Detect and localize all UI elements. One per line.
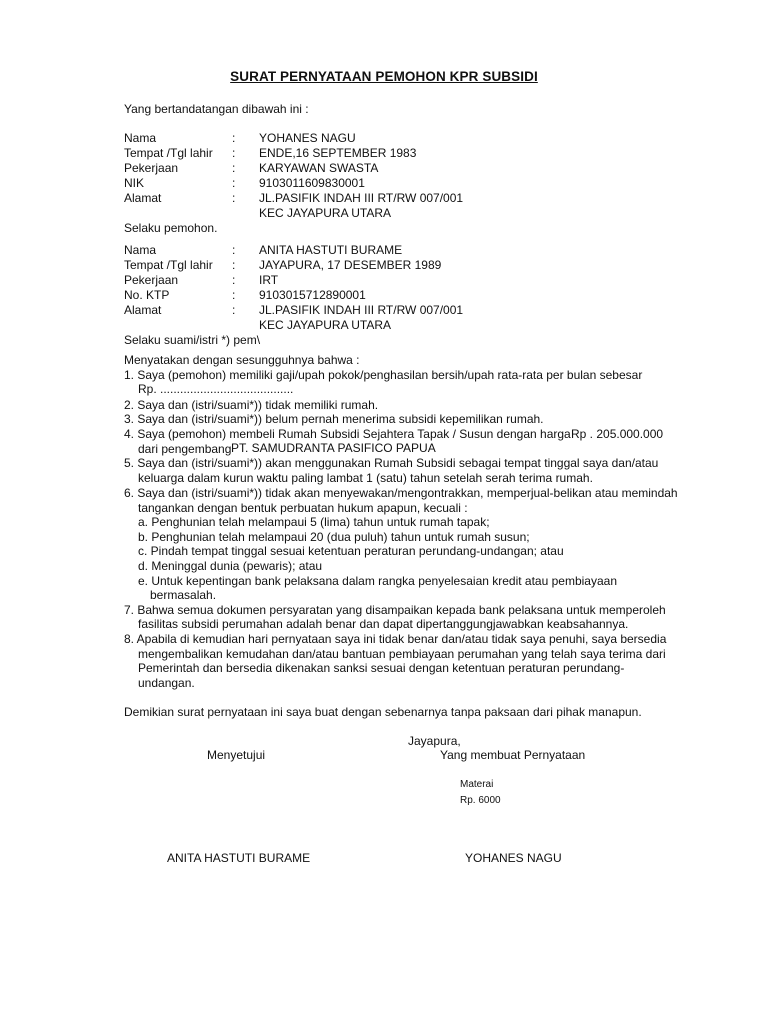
statement-7-cont: fasilitas subsidi perumahan adalah benar dan dapat dipertanggungjawabkan keabsahannya. (138, 617, 629, 631)
statement-2: 2. Saya dan (istri/suami*)) tidak memiliki rumah. (124, 398, 379, 412)
applicant-address-label: Alamat (124, 191, 162, 205)
stamp-value: Rp. 6000 (460, 795, 501, 806)
statement-8-cont3: undangan. (138, 676, 195, 690)
applicant-role: Selaku pemohon. (124, 221, 218, 235)
applicant-job-value: KARYAWAN SWASTA (259, 161, 379, 175)
applicant-nik-label: NIK (124, 176, 145, 190)
colon: : (232, 131, 236, 145)
statement-6d: d. Meninggal dunia (pewaris); atau (138, 559, 323, 573)
right-signer-name: YOHANES NAGU (465, 851, 562, 865)
spouse-address-label: Alamat (124, 303, 162, 317)
statement-intro: Menyatakan dengan sesungguhnya bahwa : (124, 353, 360, 367)
applicant-birth-label: Tempat /Tgl lahir (124, 146, 213, 160)
colon: : (232, 243, 236, 257)
spouse-name-label: Nama (124, 243, 157, 257)
spouse-name-value: ANITA HASTUTI BURAME (259, 243, 403, 257)
applicant-birth-value: ENDE,16 SEPTEMBER 1983 (259, 146, 417, 160)
maker-label: Yang membuat Pernyataan (440, 748, 586, 762)
statement-4: 4. Saya (pemohon) membeli Rumah Subsidi Sejahtera Tapak / Susun dengan harga (124, 427, 571, 441)
statement-5-cont: keluarga dalam kurun waktu paling lambat 1 (satu) tahun setelah serah terima rumah. (138, 471, 593, 485)
applicant-job-label: Pekerjaan (124, 161, 179, 175)
statement-1: 1. Saya (pemohon) memiliki gaji/upah pokok/penghasilan bersih/upah rata-rata per bulan sebesar (124, 368, 643, 382)
applicant-address-line2: KEC JAYAPURA UTARA (259, 206, 392, 220)
statement-6e: e. Untuk kepentingan bank pelaksana dalam rangka penyelesaian kredit atau pembiayaan (138, 574, 617, 588)
signature-place: Jayapura, (408, 734, 461, 748)
statement-6e-cont: bermasalah. (150, 588, 217, 602)
colon: : (232, 161, 236, 175)
spouse-ktp-label: No. KTP (124, 288, 170, 302)
applicant-name-value: YOHANES NAGU (259, 131, 356, 145)
spouse-role: Selaku suami/istri *) pem\ (124, 333, 261, 347)
applicant-nik-value: 9103011609830001 (259, 176, 365, 190)
house-price: Rp . 205.000.000 (571, 427, 664, 441)
statement-6: 6. Saya dan (istri/suami*)) tidak akan menyewakan/mengontrakkan, memperjual-belikan atau memindah (124, 486, 678, 500)
spouse-job-value: IRT (259, 273, 279, 287)
stamp-label: Materai (460, 779, 494, 790)
statement-8-cont2: Pemerintah dan bersedia dikenakan sanksi sesuai dengan ketentuan peraturan perundang- (138, 661, 625, 675)
applicant-name-label: Nama (124, 131, 157, 145)
colon: : (232, 191, 236, 205)
statement-1-amount: Rp. ........................................ (138, 382, 294, 396)
intro-text: Yang bertandatangan dibawah ini : (124, 102, 309, 116)
colon: : (232, 303, 236, 317)
statement-6b: b. Penghunian telah melampaui 20 (dua puluh) tahun untuk rumah susun; (138, 530, 530, 544)
spouse-ktp-value: 9103015712890001 (259, 288, 366, 302)
colon: : (232, 273, 236, 287)
spouse-address-line2: KEC JAYAPURA UTARA (259, 318, 392, 332)
spouse-birth-value: JAYAPURA, 17 DESEMBER 1989 (259, 258, 442, 272)
statement-7: 7. Bahwa semua dokumen persyaratan yang disampaikan kepada bank pelaksana untuk memperoleh (124, 603, 666, 617)
statement-6c: c. Pindah tempat tinggal sesuai ketentuan peraturan perundang-undangan; atau (138, 544, 564, 558)
colon: : (232, 288, 236, 302)
approve-label: Menyetujui (207, 748, 266, 762)
statement-3: 3. Saya dan (istri/suami*)) belum pernah menerima subsidi kepemilikan rumah. (124, 412, 544, 426)
spouse-job-label: Pekerjaan (124, 273, 179, 287)
colon: : (232, 258, 236, 272)
statement-8: 8. Apabila di kemudian hari pernyataan saya ini tidak benar dan/atau tidak saya penuhi, saya bersedia (124, 632, 667, 646)
spouse-address-value: JL.PASIFIK INDAH III RT/RW 007/001 (259, 303, 464, 317)
statement-6-cont: tangankan dengan bentuk perbuatan hukum apapun, kecuali : (138, 501, 468, 515)
statement-6a: a. Penghunian telah melampaui 5 (lima) tahun untuk rumah tapak; (138, 515, 490, 529)
colon: : (232, 146, 236, 160)
statement-5: 5. Saya dan (istri/suami*)) akan menggunakan Rumah Subsidi sebagai tempat tinggal saya dan/atau (124, 456, 659, 470)
colon: : (232, 176, 236, 190)
spouse-birth-label: Tempat /Tgl lahir (124, 258, 213, 272)
statement-8-cont1: mengembalikan kemudahan dan/atau bantuan pembiayaan perumahan yang telah saya terima dari (138, 647, 666, 661)
closing-text: Demikian surat pernyataan ini saya buat dengan sebenarnya tanpa paksaan dari pihak manapun. (124, 705, 642, 719)
left-signer-name: ANITA HASTUTI BURAME (167, 851, 311, 865)
developer-name: PT. SAMUDRANTA PASIFICO PAPUA (231, 441, 436, 455)
statement-4-developer-label: dari pengembang (138, 442, 232, 456)
applicant-address-value: JL.PASIFIK INDAH III RT/RW 007/001 (259, 191, 464, 205)
document-title: SURAT PERNYATAAN PEMOHON KPR SUBSIDI (230, 69, 538, 84)
